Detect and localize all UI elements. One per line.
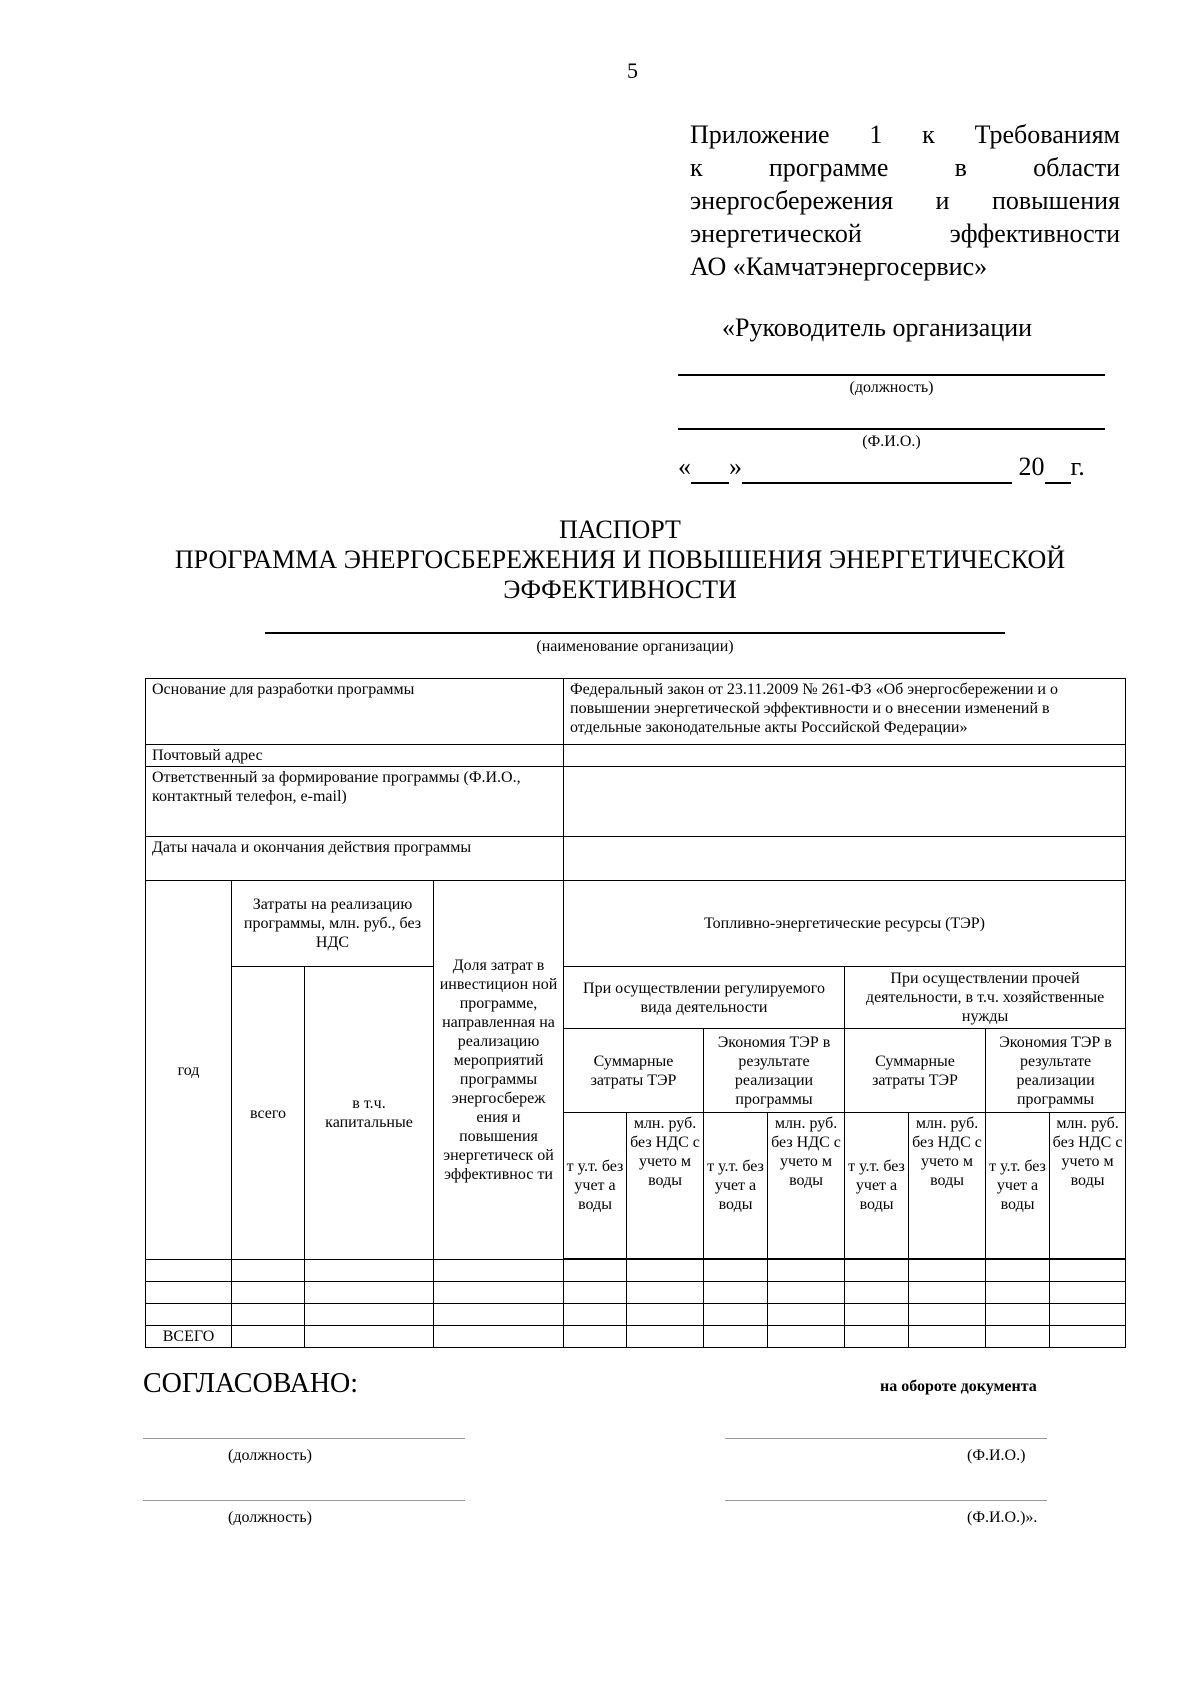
unit-tut-header: т у.т. без учет а воды [564,1113,627,1259]
agreed-position-caption: (должность) [228,1509,312,1526]
costs-capital-header: в т.ч. капитальные [305,967,434,1260]
date-year-suffix: г. [1070,452,1085,481]
date-month-blank [742,452,1012,484]
appendix-line: к программе в области [690,153,1120,182]
date-quote-close: » [729,452,742,481]
grand-total-label: ВСЕГО [146,1326,232,1348]
agreed-fio-line [725,1500,1047,1501]
position-caption: (должность) [849,379,934,396]
agreed-fio-line [725,1438,1047,1439]
appendix-line: Приложение 1 к Требованиям [690,120,1120,149]
fio-caption: (Ф.И.О.) [862,433,921,450]
regulated-sum-header: Суммарные затраты ТЭР [564,1029,704,1113]
title-line: ЭФФЕКТИВНОСТИ [503,575,737,604]
unit-tut-header: т у.т. без учет а воды [986,1113,1050,1259]
costs-header: Затраты на реализацию программы, млн. руб., без НДС [232,881,434,967]
year-header: год [146,881,232,1260]
share-header: Доля затрат в инвестицион ной программе, направленная на реализацию мероприятий программы энергосбереж ения и повышения энергетическ ой эффективнос ти [434,881,564,1260]
postal-label: Почтовый адрес [146,745,564,767]
unit-tut-header: т у.т. без учет а воды [704,1113,768,1259]
title-line: ПАСПОРТ [559,515,681,544]
appendix-line: АО «Камчатэнергосервис» [690,252,988,281]
other-sum-header: Суммарные затраты ТЭР [845,1029,986,1113]
reverse-note: на обороте документа [880,1378,1037,1395]
unit-tut-header: т у.т. без учет а воды [845,1113,909,1259]
date-year-prefix: 20 [1018,452,1045,481]
dates-value [564,837,1126,881]
table-row [146,1304,1126,1326]
postal-value [564,745,1126,767]
table-row [146,1326,1126,1348]
date-year-blank [1045,452,1071,484]
org-caption: (наименование организации) [536,638,734,655]
agreed-position-line [143,1500,465,1501]
org-name-line [265,632,1005,634]
unit-mln-header: млн. руб. без НДС с учето м воды [909,1113,986,1259]
appendix-line: энергетической эффективности [690,219,1120,248]
other-header: При осуществлении прочей деятельности, в т.ч. хозяйственные нужды [845,967,1126,1029]
appendix-note [690,118,1120,283]
table-row [146,1282,1126,1304]
unit-mln-header: млн. руб. без НДС с учето м воды [768,1113,845,1259]
responsible-value [564,767,1126,837]
costs-total-header: всего [232,967,305,1260]
ter-header: Топливно-энергетические ресурсы (ТЭР) [564,881,1126,967]
unit-mln-header: млн. руб. без НДС с учето м воды [1050,1113,1126,1259]
regulated-header: При осуществлении регулируемого вида деятельности [564,967,845,1029]
dates-label: Даты начала и окончания действия программы [146,837,564,881]
agreed-position-line [143,1438,465,1439]
fio-signature-line [678,428,1105,430]
date-day-blank [691,452,729,484]
passport-table [145,678,1126,1348]
approval-date [678,452,1085,484]
page-number: 5 [627,58,638,83]
agreed-position-caption: (должность) [228,1447,312,1464]
unit-mln-header: млн. руб. без НДС с учето м воды [627,1113,704,1259]
agreed-fio-caption: (Ф.И.О.)». [967,1509,1038,1526]
regulated-economy-header: Экономия ТЭР в результате реализации программы [704,1029,845,1113]
table-row [146,1260,1126,1282]
position-signature-line [678,374,1105,376]
basis-label: Основание для разработки программы [146,679,564,745]
agreed-label: СОГЛАСОВАНО: [143,1368,359,1399]
appendix-line: энергосбережения и повышения [690,186,1120,215]
other-economy-header: Экономия ТЭР в результате реализации программы [986,1029,1126,1113]
title-line: ПРОГРАММА ЭНЕРГОСБЕРЕЖЕНИЯ И ПОВЫШЕНИЯ ЭНЕРГЕТИЧЕСКОЙ [174,545,1066,574]
director-label: «Руководитель организации [722,313,1033,342]
responsible-label: Ответственный за формирование программы (Ф.И.О., контактный телефон, e-mail) [146,767,564,837]
basis-value: Федеральный закон от 23.11.2009 № 261-ФЗ «Об энергосбережении и о повышении энергетической эффективности и о внесении изменений в отдельные законодательные акты Российской Федерации» [564,679,1126,745]
agreed-fio-caption: (Ф.И.О.) [967,1447,1026,1464]
date-quote-open: « [678,452,691,481]
